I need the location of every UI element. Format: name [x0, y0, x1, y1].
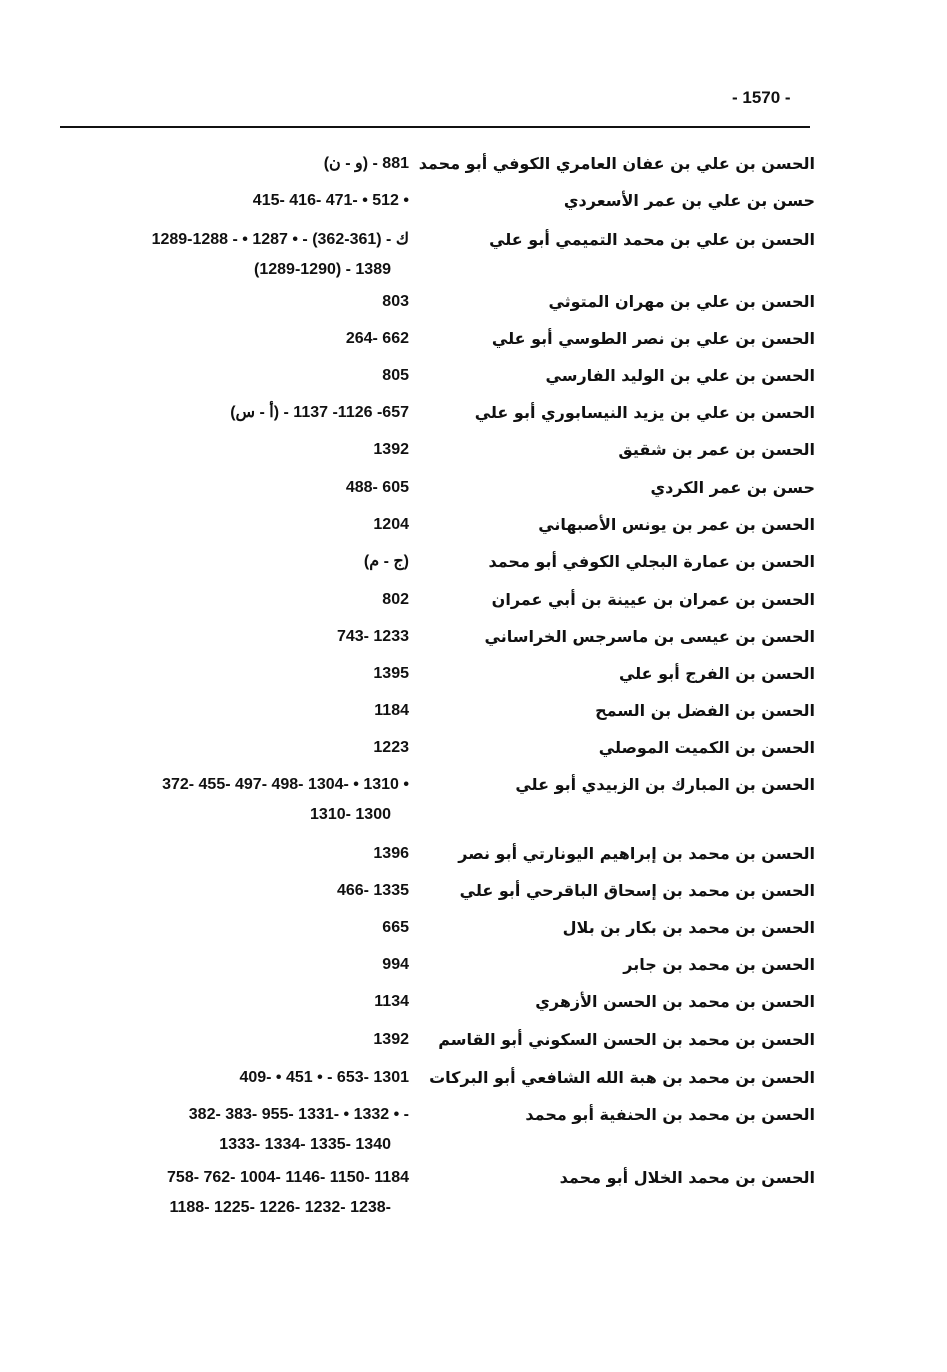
entry-name: الحسن بن محمد بن جابر [623, 955, 815, 974]
index-entry [0, 1103, 947, 1153]
entry-page-refs: 382- 383- 955- 1331- • 1332 • - [188, 1106, 409, 1123]
index-entry [0, 879, 947, 909]
index-entry [0, 625, 947, 655]
entry-page-refs: 488- 605 [345, 479, 409, 496]
entry-page-refs: ك - (361-362) - • 1287 • - 1288-1289 [151, 231, 409, 248]
entry-page-refs: 1134 [374, 993, 409, 1010]
entry-name: حسن بن عمر الكردي [650, 478, 815, 497]
index-entry [0, 228, 947, 278]
index-entry [0, 152, 947, 182]
entry-name: الحسن بن الكميت الموصلي [598, 738, 815, 757]
entry-name: حسن بن علي بن عمر الأسعردي [563, 191, 815, 210]
entry-page-refs: 1223 [373, 739, 409, 756]
index-entry [0, 773, 947, 823]
entry-page-refs: 743- 1233 [336, 628, 409, 645]
index-entry [0, 990, 947, 1020]
entry-name: الحسن بن علي بن عفان العامري الكوفي أبو محمد [418, 154, 815, 173]
entry-page-refs: 1392 [373, 1031, 409, 1048]
index-entry [0, 588, 947, 618]
entry-name: الحسن بن محمد بن هبة الله الشافعي أبو البركات [429, 1068, 815, 1087]
entry-page-refs: 1395 [373, 665, 409, 682]
entry-name: الحسن بن عمر بن شقيق [618, 440, 815, 459]
entry-name: الحسن بن عمارة البجلي الكوفي أبو محمد [488, 552, 815, 571]
index-entry [0, 842, 947, 872]
entry-name: الحسن بن عمر بن يونس الأصبهاني [538, 515, 815, 534]
entry-page-refs-continued: (1289-1290) - 1389 [254, 261, 391, 278]
entry-page-refs: 1204 [373, 516, 409, 533]
entry-name: الحسن بن عمران بن عيينة بن أبي عمران [491, 590, 815, 609]
index-entry [0, 364, 947, 394]
entry-name: الحسن بن محمد بن إبراهيم اليونارتي أبو نصر [458, 844, 815, 863]
entry-page-refs: 994 [382, 956, 409, 973]
entry-page-refs: 805 [382, 367, 409, 384]
index-entry [0, 1166, 947, 1216]
entry-name: الحسن بن الفرج أبو علي [618, 664, 815, 683]
index-entry [0, 401, 947, 431]
entry-page-refs: 409- • 451 • - 653- 1301 [239, 1069, 409, 1086]
entry-page-refs: 803 [382, 293, 409, 310]
entry-page-refs: (ج - م) [363, 553, 409, 570]
index-entry [0, 736, 947, 766]
entry-page-refs: 264- 662 [345, 330, 409, 347]
entry-page-refs-continued: 1310- 1300 [310, 806, 391, 823]
index-entry [0, 916, 947, 946]
index-entry [0, 327, 947, 357]
entry-page-refs: 466- 1335 [336, 882, 409, 899]
entry-name: الحسن بن محمد بن إسحاق الباقرحي أبو علي [459, 881, 815, 900]
entry-page-refs: 372- 455- 497- 498- 1304- • 1310 • [162, 776, 409, 793]
entry-name: الحسن بن علي بن مهران المتوثي [548, 292, 815, 311]
entry-name: الحسن بن علي بن الوليد الفارسي [545, 366, 815, 385]
entry-name: الحسن بن علي بن يزيد النيسابوري أبو علي [474, 403, 815, 422]
index-entry [0, 662, 947, 692]
index-entry [0, 513, 947, 543]
entry-page-refs-continued: 1333- 1334- 1335- 1340 [219, 1136, 391, 1153]
entry-page-refs: 1392 [373, 441, 409, 458]
index-entry [0, 550, 947, 580]
entry-page-refs: (أ - س) - 657- 1126- 1137 [230, 404, 409, 421]
entry-page-refs: 758- 762- 1004- 1146- 1150- 1184 [167, 1169, 409, 1186]
entry-page-refs: 1184 [374, 702, 409, 719]
index-entry [0, 953, 947, 983]
entry-page-refs: (و - ن) - 881 [323, 155, 409, 172]
entry-name: الحسن بن محمد الخلال أبو محمد [559, 1168, 815, 1187]
entry-page-refs: 665 [382, 919, 409, 936]
page-number: - 1570 - [732, 88, 791, 107]
entry-name: الحسن بن الفضل بن السمح [595, 701, 815, 720]
index-entry [0, 476, 947, 506]
entry-page-refs-continued: 1188- 1225- 1226- 1232- 1238- [169, 1199, 391, 1216]
index-entry [0, 699, 947, 729]
index-entry [0, 1066, 947, 1096]
entry-name: الحسن بن علي بن محمد التميمي أبو علي [489, 230, 815, 249]
entry-page-refs: 415- 416- 471- • 512 • [252, 192, 409, 209]
entry-page-refs: 802 [382, 591, 409, 608]
entry-page-refs: 1396 [373, 845, 409, 862]
entry-name: الحسن بن محمد بن الحنفية أبو محمد [525, 1105, 815, 1124]
entry-name: الحسن بن محمد بن الحسن الأزهري [535, 992, 815, 1011]
entry-name: الحسن بن المبارك بن الزبيدي أبو علي [515, 775, 815, 794]
index-entry [0, 189, 947, 219]
index-entry [0, 1028, 947, 1058]
entry-name: الحسن بن علي بن نصر الطوسي أبو علي [491, 329, 815, 348]
entry-name: الحسن بن محمد بن بكار بن بلال [562, 918, 815, 937]
index-entry [0, 438, 947, 468]
entry-name: الحسن بن عيسى بن ماسرجس الخراساني [484, 627, 815, 646]
entry-name: الحسن بن محمد بن الحسن السكوني أبو القاسم [438, 1030, 815, 1049]
index-entry [0, 290, 947, 320]
